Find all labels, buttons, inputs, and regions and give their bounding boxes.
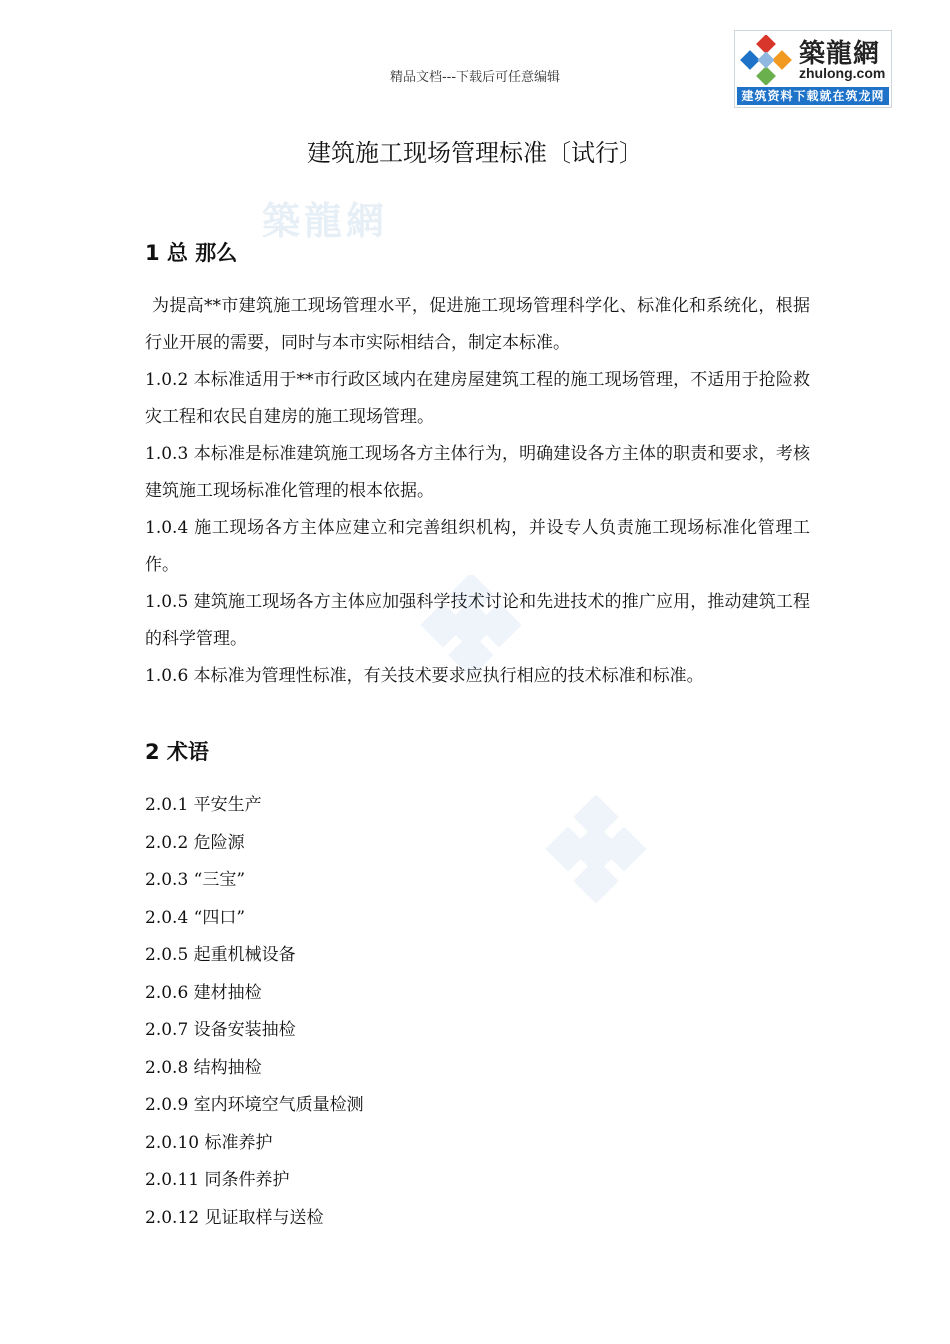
section-heading: 2 术语 bbox=[145, 740, 209, 764]
term-item: 2.0.4 “四口” bbox=[145, 907, 246, 928]
zhulong-logo bbox=[734, 30, 892, 108]
paragraph: 为提高**市建筑施工现场管理水平，促进施工现场管理科学化、标准化和系统化，根据行业开展的需要，同时与本市实际相结合，制定本标准。 bbox=[145, 296, 810, 353]
term-item: 2.0.12 见证取样与送检 bbox=[145, 1207, 324, 1228]
term-item: 2.0.6 建材抽检 bbox=[145, 982, 262, 1003]
term-item: 2.0.2 危险源 bbox=[145, 832, 245, 853]
document-body bbox=[145, 232, 810, 1237]
term-item: 2.0.11 同条件养护 bbox=[145, 1170, 290, 1190]
zhulong-logo-mark-icon bbox=[739, 35, 793, 85]
paragraph: 1.0.6 本标准为管理性标准，有关技术要求应执行相应的技术标准和标准。 bbox=[145, 666, 704, 686]
logo-domain: zhulong.com bbox=[799, 65, 886, 81]
term-item: 2.0.7 设备安装抽检 bbox=[145, 1020, 296, 1040]
term-item: 2.0.9 室内环境空气质量检测 bbox=[145, 1095, 364, 1115]
document-title: 建筑施工现场管理标准〔试行〕 bbox=[307, 139, 643, 167]
term-item: 2.0.8 结构抽检 bbox=[145, 1057, 262, 1078]
header-note: 精品文档---下载后可任意编辑 bbox=[389, 70, 561, 85]
paragraph: 1.0.4 施工现场各方主体应建立和完善组织机构，并设专人负责施工现场标准化管理工作。 bbox=[145, 518, 810, 575]
term-item: 2.0.1 平安生产 bbox=[145, 795, 262, 815]
term-item: 2.0.5 起重机械设备 bbox=[145, 945, 296, 965]
watermark-text: 築龍網 bbox=[262, 198, 389, 243]
paragraph: 1.0.2 本标准适用于**市行政区域内在建房屋建筑工程的施工现场管理，不适用于抢险救灾工程和农民自建房的施工现场管理。 bbox=[145, 370, 810, 427]
paragraph: 1.0.5 建筑施工现场各方主体应加强科学技术讨论和先进技术的推广应用，推动建筑工程的科学管理。 bbox=[145, 592, 810, 649]
term-item: 2.0.10 标准养护 bbox=[145, 1132, 273, 1153]
logo-banner: 建筑资料下载就在筑龙网 bbox=[737, 87, 889, 105]
logo-title: 築龍網 bbox=[799, 39, 881, 69]
paragraph: 1.0.3 本标准是标准建筑施工现场各方主体行为，明确建设各方主体的职责和要求，考核建筑施工现场标准化管理的根本依据。 bbox=[145, 444, 810, 501]
term-item: 2.0.3 “三宝” bbox=[145, 870, 246, 890]
section-heading: 1 总 那么 bbox=[145, 241, 238, 265]
